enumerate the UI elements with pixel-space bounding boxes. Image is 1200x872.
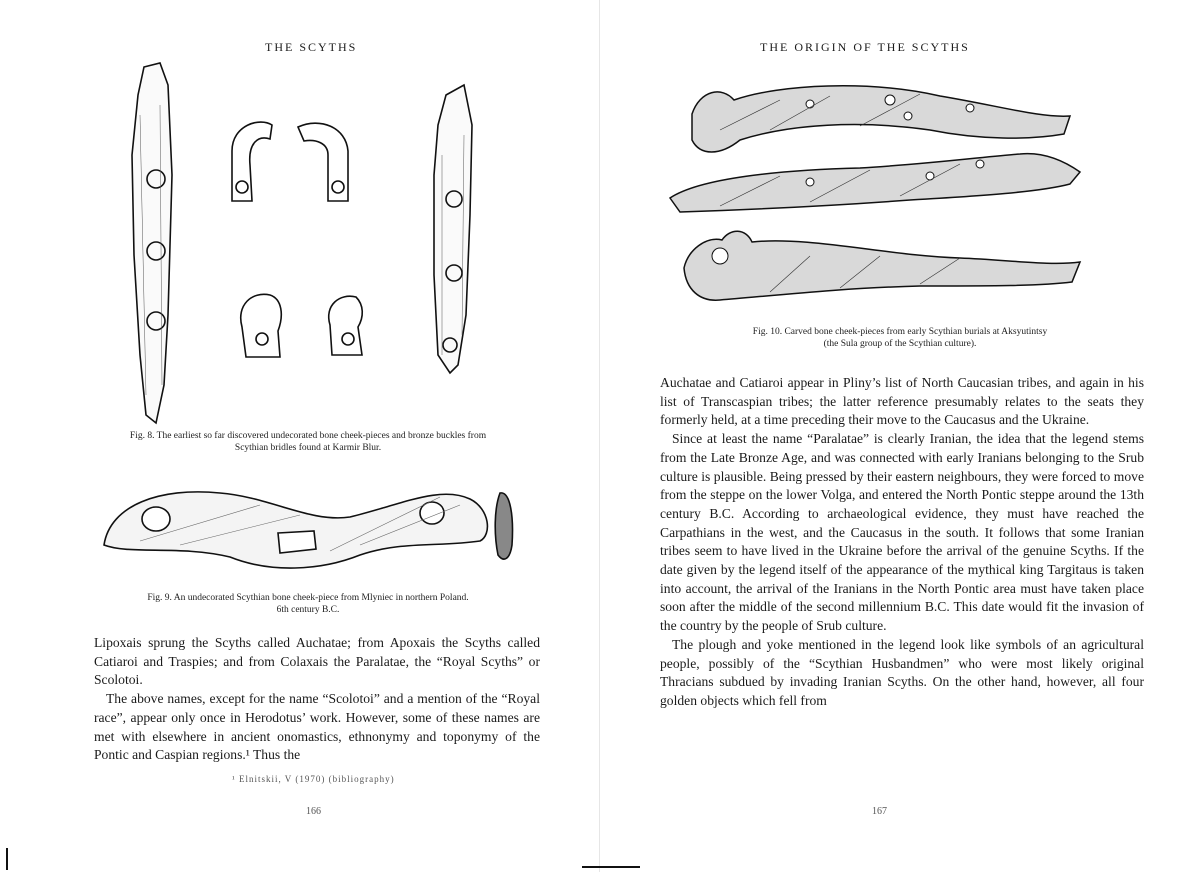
right-paragraph-2: Since at least the name “Paralatae” is clearly Iranian, the idea that the legend stems from the Late Bronze Age, and was connected with early Iranians belonging to the Srub culture is plausible. Being pressed by their eastern neighbours, they were forced to move from the steppe on the lower Volga, and entered the North Pontic steppe around the 13th century B.C. According to archaeological evidence, they must have reached the Carpathians in the west, and the Caucasus in the south. It follows that some Iranian tribes seem to have lived in the Ukraine before the arrival of the genuine Scyths. If the date given by the legend itself of the appearance of the mythical king Targitaus is taken into account, the arrival of the Iranians in the North Pontic area must have taken place soon after the middle of the second millennium B.C. This date would fit the invasion of the country by the people of Srub culture.: [660, 431, 1144, 634]
page-number-left: 166: [306, 806, 321, 817]
fig10-illustration: [660, 60, 1100, 320]
right-page: [600, 0, 1200, 872]
edge-mark: [6, 848, 8, 870]
page-number-right: 167: [872, 806, 887, 817]
fig8-caption-line2: Scythian bridles found at Karmir Blur.: [234, 443, 382, 453]
fig10-caption-line1: Fig. 10. Carved bone cheek-pieces from early Scythian burials at Aksyutintsy: [752, 327, 1048, 337]
fig8-caption: [98, 430, 518, 454]
fig10-caption: [690, 326, 1110, 350]
left-paragraph-1: Lipoxais sprung the Scyths called Auchatae; from Apoxais the Scyths called Catiaroi and Traspies; and from Colaxais the Paralatae, the “Royal Scyths” or Scolotoi.: [94, 635, 540, 688]
left-paragraph-2: The above names, except for the name “Scolotoi” and a mention of the “Royal race”, appear only once in Herodotus’ work. However, some of these names are met with elsewhere in ancient onomastics, ethnonymy and toponymy of the Pontic and Caspian regions.¹ Thus the: [94, 691, 540, 763]
right-paragraph-1: Auchatae and Catiaroi appear in Pliny’s list of North Caucasian tribes, and again in his list of Transcaspian tribes; the latter reference presumably relates to the seats they formerly held, at a time preceding their move to the Caucasus and the Ukraine.: [660, 375, 1144, 428]
fig9-caption-line1: Fig. 9. An undecorated Scythian bone cheek-piece from Mlyniec in northern Poland.: [147, 593, 469, 603]
fig10-caption-line2: (the Sula group of the Scythian culture).: [823, 339, 977, 349]
running-head-left: THE SCYTHS: [265, 40, 358, 54]
fig8-caption-line1: Fig. 8. The earliest so far discovered undecorated bone cheek-pieces and bronze buckles from: [129, 431, 487, 441]
fig8-illustration: [120, 55, 500, 430]
fig9-caption-line2: 6th century B.C.: [276, 605, 340, 615]
running-head-right: THE ORIGIN OF THE SCYTHS: [760, 40, 970, 54]
bottom-rule: [582, 866, 640, 868]
footnote: ¹ Elnitskii, V (1970) (bibliography): [232, 774, 395, 784]
fig9-illustration: [100, 475, 530, 585]
fig9-caption: [98, 592, 518, 616]
right-body-text: [660, 374, 1144, 711]
left-body-text: [94, 634, 540, 765]
right-paragraph-3: The plough and yoke mentioned in the legend look like symbols of an agricultural people, possibly of the “Scythian Husbandmen” who were most likely original Thracians subdued by invading Iranian Scyths. On the other hand, however, all four golden objects which fell from: [660, 636, 1144, 708]
